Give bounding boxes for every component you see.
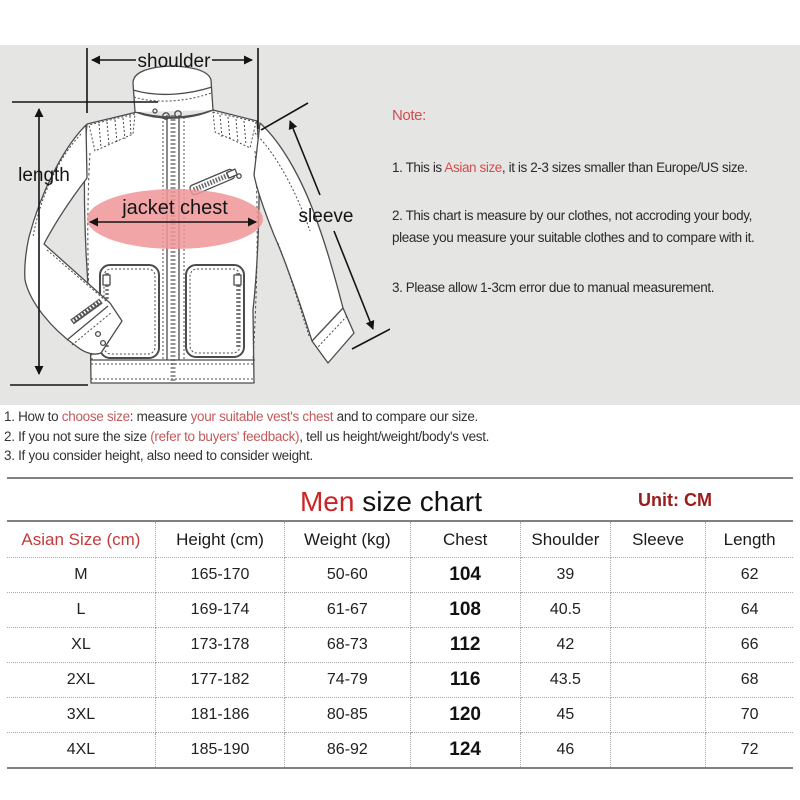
cell-sleeve xyxy=(611,733,706,769)
cell-length: 70 xyxy=(706,698,793,733)
header-length: Length xyxy=(706,521,793,558)
table-title-row xyxy=(0,479,800,520)
cell-size: 2XL xyxy=(7,663,155,698)
cell-chest: 116 xyxy=(410,663,520,698)
header-chest: Chest xyxy=(410,521,520,558)
header-sleeve: Sleeve xyxy=(611,521,706,558)
tip-item-2: 2. If you not sure the size (refer to buyers' feedback), tell us height/weight/body's vest. xyxy=(4,428,490,444)
cell-shoulder: 45 xyxy=(520,698,610,733)
cell-height: 169-174 xyxy=(155,593,284,628)
cell-sleeve xyxy=(611,593,706,628)
tips-list xyxy=(4,407,489,466)
cell-height: 177-182 xyxy=(155,663,284,698)
cell-shoulder: 46 xyxy=(520,733,610,769)
cell-height: 173-178 xyxy=(155,628,284,663)
cell-shoulder: 43.5 xyxy=(520,663,610,698)
diagram-area xyxy=(0,45,800,405)
cell-chest: 108 xyxy=(410,593,520,628)
table-header-row xyxy=(7,521,793,558)
cell-sleeve xyxy=(611,663,706,698)
table-title: Men size chart xyxy=(299,486,483,517)
note-item-2: 2. This chart is measure by our clothes, not accroding your body, please you measure your suitable clothes and to compare with it. xyxy=(392,208,755,245)
header-shoulder: Shoulder xyxy=(520,521,610,558)
tip-item-3: 3. If you consider height, also need to consider weight. xyxy=(4,448,313,463)
cell-chest: 124 xyxy=(410,733,520,769)
cell-weight: 68-73 xyxy=(285,628,410,663)
table-row xyxy=(7,698,793,733)
cell-weight: 50-60 xyxy=(285,558,410,593)
cell-sleeve xyxy=(611,628,706,663)
unit-label: Unit: CM xyxy=(638,490,712,510)
cell-height: 165-170 xyxy=(155,558,284,593)
cell-height: 181-186 xyxy=(155,698,284,733)
table-row xyxy=(7,663,793,698)
header-height: Height (cm) xyxy=(155,521,284,558)
cell-weight: 61-67 xyxy=(285,593,410,628)
cell-sleeve xyxy=(611,558,706,593)
length-label: length xyxy=(18,165,70,186)
cell-size: 4XL xyxy=(7,733,155,769)
table-row xyxy=(7,733,793,769)
cell-length: 64 xyxy=(706,593,793,628)
note-item-3: 3. Please allow 1-3cm error due to manual measurement. xyxy=(392,280,715,295)
header-weight: Weight (kg) xyxy=(285,521,410,558)
cell-size: L xyxy=(7,593,155,628)
cell-length: 68 xyxy=(706,663,793,698)
size-table-section xyxy=(0,477,800,769)
note-item-1: 1. This is Asian size, it is 2-3 sizes smaller than Europe/US size. xyxy=(392,160,748,175)
cell-chest: 120 xyxy=(410,698,520,733)
table-row xyxy=(7,628,793,663)
cell-chest: 104 xyxy=(410,558,520,593)
cell-shoulder: 40.5 xyxy=(520,593,610,628)
jacket-chest-label: jacket chest xyxy=(122,197,228,219)
table-row xyxy=(7,593,793,628)
size-table xyxy=(7,520,793,769)
cell-height: 185-190 xyxy=(155,733,284,769)
cell-length: 62 xyxy=(706,558,793,593)
cell-weight: 74-79 xyxy=(285,663,410,698)
notes-heading: Note: xyxy=(392,107,426,124)
table-row xyxy=(7,558,793,593)
cell-sleeve xyxy=(611,698,706,733)
cell-shoulder: 39 xyxy=(520,558,610,593)
cell-size: 3XL xyxy=(7,698,155,733)
cell-shoulder: 42 xyxy=(520,628,610,663)
tip-item-1: 1. How to choose size: measure your suitable vest's chest and to compare our size. xyxy=(4,409,479,424)
collar xyxy=(133,66,213,112)
cell-length: 72 xyxy=(740,741,759,758)
shoulder-label: shoulder xyxy=(137,51,211,72)
header-asian-size: Asian Size (cm) xyxy=(7,521,155,558)
cell-weight: 80-85 xyxy=(285,698,410,733)
sleeve-label: sleeve xyxy=(298,206,354,227)
jacket-diagram xyxy=(0,45,390,405)
cell-length: 66 xyxy=(706,628,793,663)
cell-weight: 86-92 xyxy=(285,733,410,769)
cell-size: XL xyxy=(7,628,155,663)
cell-size: M xyxy=(7,558,155,593)
cell-chest: 112 xyxy=(410,628,520,663)
size-table-body xyxy=(7,558,793,769)
